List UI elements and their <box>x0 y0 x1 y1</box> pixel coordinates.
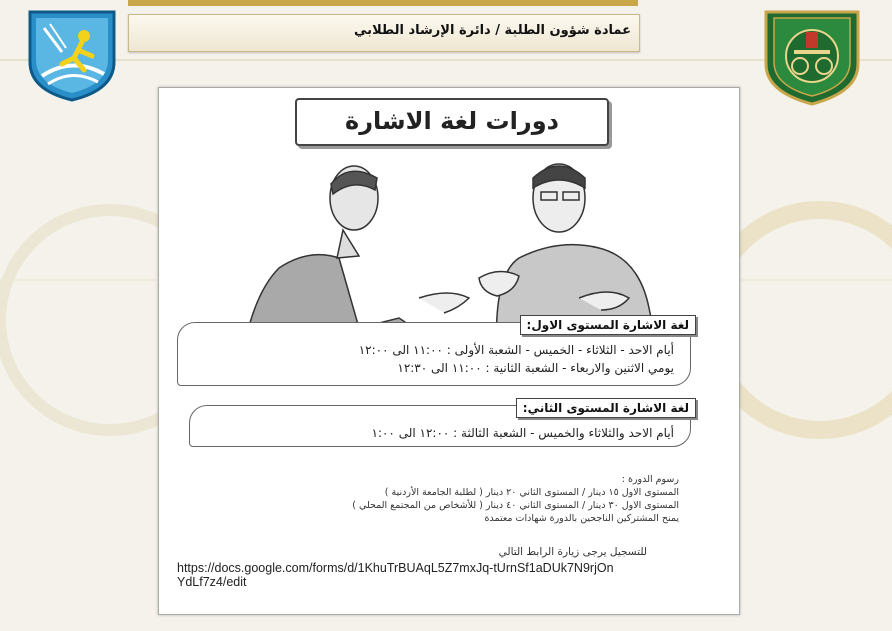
poster-title-box <box>295 98 609 146</box>
header-title: عمادة شؤون الطلبة / دائرة الإرشاد الطلابي <box>354 23 631 38</box>
fees-line3: يمنح المشتركين الناجحين بالدورة شهادات معتمدة <box>484 513 679 524</box>
level1-line1: أيام الاحد - الثلاثاء - الخميس - الشعبة الأولى : ١١:٠٠ الى ١٢:٠٠ <box>358 343 674 357</box>
level1-box <box>177 318 691 386</box>
registration-link[interactable]: https://docs.google.com/forms/d/1KhuTrBUAqL5Z7mxJq-tUrnSf1aDUk7N9rjOnYdLf7z4/edit <box>177 561 614 589</box>
header-bar <box>128 14 640 52</box>
header-gold-strip <box>128 0 638 6</box>
fees-section <box>352 473 679 525</box>
level1-label: لغة الاشارة المستوى الاول: <box>520 315 696 335</box>
poster-title: دورات لغة الاشارة <box>345 107 559 135</box>
fees-heading: رسوم الدورة : <box>621 474 679 485</box>
poster <box>158 87 740 615</box>
fees-line1: المستوى الاول ١٥ دينار / المستوى الثاني ٢٠ دينار ( لطلبة الجامعة الأردنية ) <box>384 487 679 498</box>
level2-label: لغة الاشارة المستوى الثاني: <box>516 398 696 418</box>
university-seal-icon <box>760 6 864 106</box>
level2-box <box>189 401 691 447</box>
fees-line2: المستوى الاول ٣٠ دينار / المستوى الثاني ٤٠ دينار ( للأشخاص من المجتمع المحلي ) <box>352 500 679 511</box>
registration-text: للتسجيل يرجى زيارة الرابط التالي <box>498 546 647 558</box>
level1-line2: يومي الاثنين والاربعاء - الشعبة الثانية : ١١:٠٠ الى ١٢:٣٠ <box>397 361 674 375</box>
level2-line1: أيام الاحد والثلاثاء والخميس - الشعبة الثالثة : ١٢:٠٠ الى ١:٠٠ <box>371 426 674 440</box>
student-affairs-emblem-icon <box>22 6 122 102</box>
